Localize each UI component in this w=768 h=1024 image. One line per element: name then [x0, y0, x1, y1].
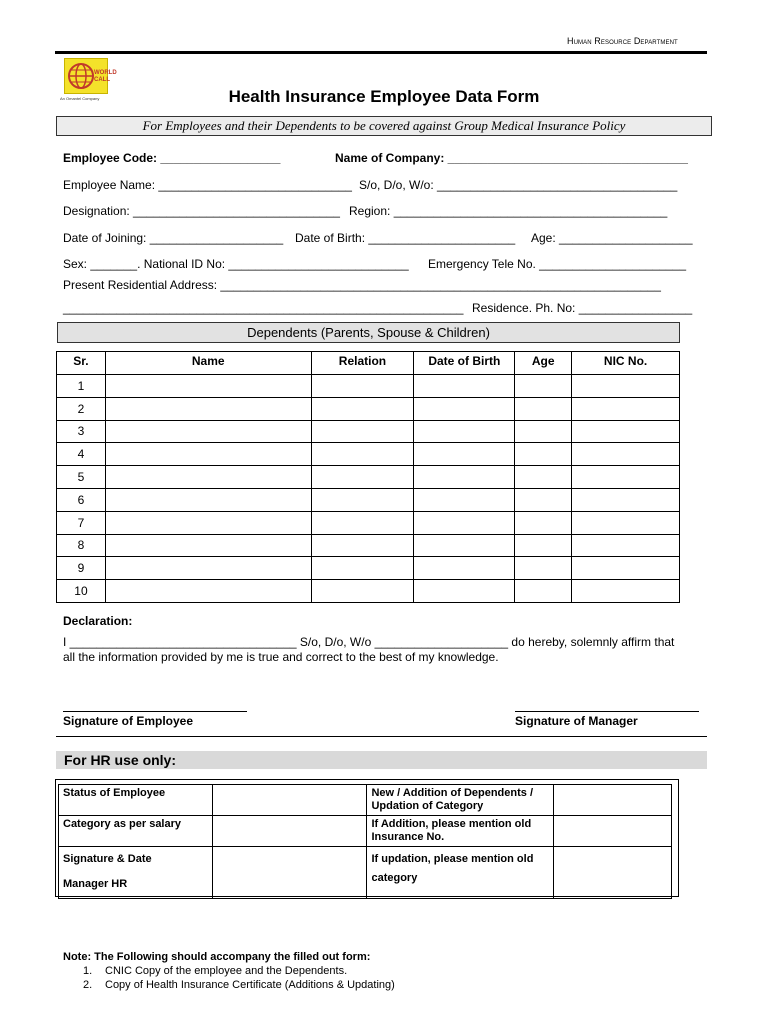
manager-signature-label: Signature of Manager [515, 714, 638, 728]
nic-cell[interactable] [572, 534, 680, 557]
logo-caption: An Omantel Company [60, 96, 100, 101]
dob-cell[interactable] [414, 511, 515, 534]
relation-cell[interactable] [311, 534, 414, 557]
dob-cell[interactable] [414, 420, 515, 443]
name-cell[interactable] [105, 557, 311, 580]
updation-label-cont: category [371, 872, 418, 884]
nic-cell[interactable] [572, 557, 680, 580]
region-field[interactable]: Region: _________________________________________ [349, 204, 668, 218]
relation-cell[interactable] [311, 511, 414, 534]
row-number: 9 [57, 557, 106, 580]
row-number: 5 [57, 466, 106, 489]
name-cell[interactable] [105, 375, 311, 398]
hr-row [59, 816, 672, 847]
sex-nid-field[interactable]: Sex: _______. National ID No: ___________________________ [63, 257, 409, 271]
nic-cell[interactable] [572, 488, 680, 511]
table-row [57, 375, 680, 398]
nic-cell[interactable] [572, 420, 680, 443]
column-header-name: Name [105, 352, 311, 375]
svg-text:WORLD: WORLD [94, 70, 117, 76]
dependents-heading: Dependents (Parents, Spouse & Children) [57, 322, 680, 343]
nic-cell[interactable] [572, 375, 680, 398]
address-line2-field[interactable]: ____________________________________________________________ [63, 301, 464, 315]
row-number: 10 [57, 580, 106, 603]
updation-label: If updation, please mention old [371, 853, 534, 865]
nic-cell[interactable] [572, 466, 680, 489]
relation-cell[interactable] [311, 443, 414, 466]
table-row [57, 488, 680, 511]
notes-list [83, 965, 395, 993]
dob-cell[interactable] [414, 534, 515, 557]
name-cell[interactable] [105, 420, 311, 443]
age-cell[interactable] [515, 375, 572, 398]
address-field[interactable]: Present Residential Address: __________________________________________________________________ [63, 278, 661, 292]
dob-cell[interactable] [414, 466, 515, 489]
status-cell[interactable] [212, 785, 367, 816]
row-number: 1 [57, 375, 106, 398]
birth-date-field[interactable]: Date of Birth: ______________________ [295, 231, 516, 245]
name-cell[interactable] [105, 397, 311, 420]
table-header-row [57, 352, 680, 375]
table-row [57, 580, 680, 603]
age-cell[interactable] [515, 420, 572, 443]
relation-cell[interactable] [311, 420, 414, 443]
form-subtitle: For Employees and their Dependents to be covered against Group Medical Insurance Policy [56, 116, 712, 136]
age-cell[interactable] [515, 397, 572, 420]
employee-code-field[interactable]: Employee Code: __________________ [63, 151, 281, 165]
signature-date-input-cell[interactable] [212, 847, 367, 899]
nic-cell[interactable] [572, 511, 680, 534]
manager-hr-label: Manager HR [63, 878, 128, 890]
age-cell[interactable] [515, 466, 572, 489]
name-cell[interactable] [105, 488, 311, 511]
dob-cell[interactable] [414, 557, 515, 580]
residence-phone-field[interactable]: Residence. Ph. No: _________________ [472, 301, 693, 315]
employee-name-field[interactable]: Employee Name: _____________________________ [63, 178, 352, 192]
list-item: 1. CNIC Copy of the employee and the Dependents. [83, 965, 348, 977]
addition-cell[interactable] [554, 816, 672, 847]
column-header-sr: Sr. [57, 352, 106, 375]
column-header-nic: NIC No. [572, 352, 680, 375]
column-header-age: Age [515, 352, 572, 375]
relation-cell[interactable] [311, 375, 414, 398]
svg-text:CALL: CALL [94, 77, 110, 83]
addition-label: If Addition, please mention old Insurance No. [367, 816, 554, 847]
note-text: CNIC Copy of the employee and the Dependents. [105, 965, 348, 977]
name-cell[interactable] [105, 443, 311, 466]
updation-cell [367, 847, 554, 899]
header-rule [55, 51, 707, 54]
table-row [57, 511, 680, 534]
hr-heading: For HR use only: [56, 751, 707, 769]
declaration-line2: all the information provided by me is true and correct to the best of my knowledge. [63, 650, 499, 664]
row-number: 2 [57, 397, 106, 420]
age-cell[interactable] [515, 488, 572, 511]
dob-cell[interactable] [414, 488, 515, 511]
nic-cell[interactable] [572, 443, 680, 466]
dob-cell[interactable] [414, 443, 515, 466]
column-header-dob: Date of Birth [414, 352, 515, 375]
table-row [57, 466, 680, 489]
hr-section-rule [56, 736, 707, 737]
employee-signature-label: Signature of Employee [63, 714, 194, 728]
company-name-field[interactable]: Name of Company: ____________________________________ [335, 151, 688, 165]
row-number: 3 [57, 420, 106, 443]
table-row [57, 443, 680, 466]
dependents-table [56, 351, 680, 603]
row-number: 6 [57, 488, 106, 511]
category-cell[interactable] [212, 816, 367, 847]
age-cell[interactable] [515, 443, 572, 466]
name-cell[interactable] [105, 511, 311, 534]
joining-date-field[interactable]: Date of Joining: ____________________ [63, 231, 284, 245]
relation-cell[interactable] [311, 466, 414, 489]
hr-row [59, 785, 672, 816]
name-cell[interactable] [105, 466, 311, 489]
form-title: Health Insurance Employee Data Form [228, 87, 540, 106]
dob-cell[interactable] [414, 375, 515, 398]
age-cell[interactable] [515, 511, 572, 534]
hr-row [59, 847, 672, 899]
age-cell[interactable] [515, 557, 572, 580]
age-cell[interactable] [515, 534, 572, 557]
category-label: Category as per salary [59, 816, 213, 847]
relation-cell[interactable] [311, 488, 414, 511]
row-number: 8 [57, 534, 106, 557]
declaration-heading: Declaration: [63, 614, 133, 628]
row-number: 7 [57, 511, 106, 534]
relation-cell[interactable] [311, 557, 414, 580]
new-dependents-cell[interactable] [554, 785, 672, 816]
table-row [57, 534, 680, 557]
note-heading: Note: The Following should accompany the filled out form: [63, 951, 371, 963]
designation-field[interactable]: Designation: _______________________________ [63, 204, 340, 218]
row-number: 4 [57, 443, 106, 466]
emergency-phone-field[interactable]: Emergency Tele No. ______________________ [428, 257, 686, 271]
name-cell[interactable] [105, 534, 311, 557]
signature-date-label: Signature & Date [63, 853, 152, 865]
column-header-relation: Relation [311, 352, 414, 375]
dob-cell[interactable] [414, 397, 515, 420]
employee-signature-line[interactable] [63, 711, 247, 712]
relation-cell[interactable] [311, 397, 414, 420]
nic-cell[interactable] [572, 580, 680, 603]
declaration-line1[interactable]: I __________________________________ S/o, D/o, W/o ____________________ do hereby, solemnly affirm that [63, 635, 675, 649]
department-label: Human Resource Department [567, 36, 678, 46]
status-label: Status of Employee [59, 785, 213, 816]
table-row [57, 397, 680, 420]
signature-date-cell [59, 847, 213, 899]
list-item: 2. Copy of Health Insurance Certificate (Additions & Updating) [83, 979, 395, 991]
age-cell[interactable] [515, 580, 572, 603]
nic-cell[interactable] [572, 397, 680, 420]
dob-cell[interactable] [414, 580, 515, 603]
name-cell[interactable] [105, 580, 311, 603]
table-row [57, 557, 680, 580]
manager-signature-line[interactable] [515, 711, 699, 712]
new-dependents-label: New / Addition of Dependents / Updation of Category [367, 785, 554, 816]
relation-field[interactable]: S/o, D/o, W/o: ____________________________________ [359, 178, 678, 192]
note-text: Copy of Health Insurance Certificate (Additions & Updating) [105, 979, 395, 991]
relation-cell[interactable] [311, 580, 414, 603]
updation-input-cell[interactable] [554, 847, 672, 899]
table-row [57, 420, 680, 443]
hr-table [58, 784, 672, 899]
age-field[interactable]: Age: ____________________ [531, 231, 693, 245]
